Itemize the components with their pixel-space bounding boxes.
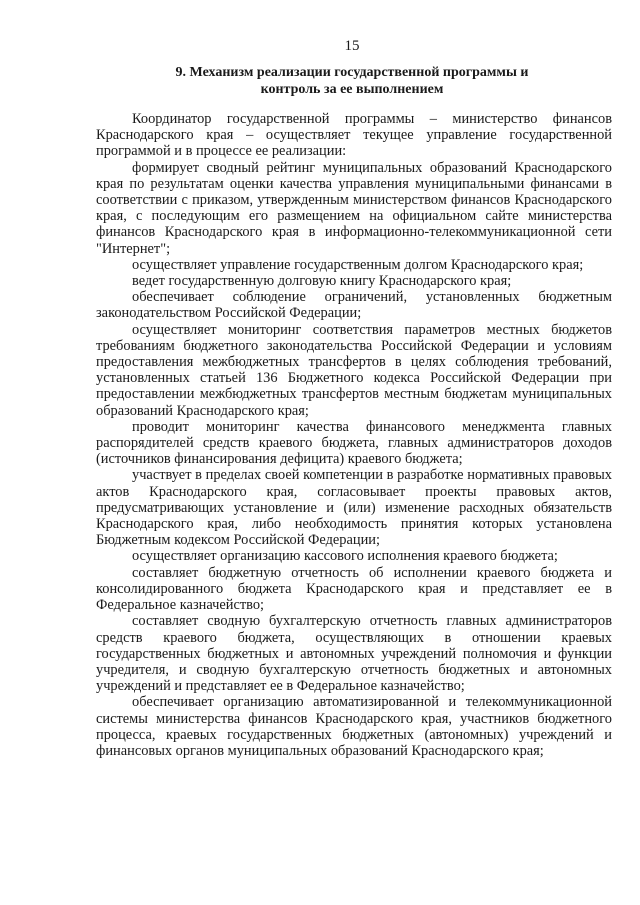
section-heading [96,64,608,98]
paragraph-debt-book: ведет государственную долговую книгу Краснодарского края; [132,273,512,290]
page-number: 15 [344,38,360,54]
paragraph-financial-management-monitoring: проводит мониторинг качества финансового менеджмента главных распорядителей средств краевого бюджета, главных администраторов доходов (источников финансирования дефицита) краевого бюджета; [96,418,612,468]
paragraph-accounting-reporting: составляет сводную бухгалтерскую отчетность главных администраторов средств краевого бюджета, осуществляющих в отношении краевых государственных бюджетных и автономных учреждений полномочия и функции учредителя, и сводную бухгалтерскую отчетность бюджетных и автономных учреждений и представляет ее в Федеральное казначейство; [96,613,612,695]
paragraph-budget-reporting: составляет бюджетную отчетность об исполнении краевого бюджета и консолидированного бюджета Краснодарского края и представляет ее в Федеральное казначейство; [96,564,612,614]
paragraph-debt-management: осуществляет управление государственным долгом Краснодарского края; [132,256,584,273]
paragraph-rating: формирует сводный рейтинг муниципальных образований Краснодарского края по результатам оценки качества управления муниципальными финансами в соответствии с приказом, утвержденным министерством финансов Краснодарского края, с последующим его размещением на официальном сайте министерства финансов Краснодарского края в информационно-телекоммуникационной сети "Интернет"; [96,159,612,257]
section-heading-line-2: контроль за ее выполнением [260,82,444,97]
section-body [96,111,612,759]
paragraph-automated-system: обеспечивает организацию автоматизированной и телекоммуникационной системы министерства финансов Краснодарского края, участников бюджетного процесса, краевых государственных бюджетных (автономных) учреждений и финансовых органов муниципальных образований Краснодарского края; [96,694,612,759]
paragraph-legal-acts: участвует в пределах своей компетенции в разработке нормативных правовых актов Краснодарского края, согласовывает проекты правовых актов, предусматривающих установление и (или) изменение расходных обязательств Краснодарского края, либо необходимость принятия которых установлена Бюджетным кодексом Российской Федерации; [96,467,612,549]
paragraph-restrictions: обеспечивает соблюдение ограничений, установленных бюджетным законодательством Российской Федерации; [96,289,612,322]
section-heading-line-1: 9. Механизм реализации государственной программы и [175,65,529,80]
paragraph-local-budget-monitoring: осуществляет мониторинг соответствия параметров местных бюджетов требованиям бюджетного законодательства Российской Федерации и условиям предоставления межбюджетных трансфертов в целях соблюдения требований, установленных статьей 136 Бюджетного кодекса Российской Федерации при предоставлении межбюджетных трансфертов местным бюджетам муниципальных образований Краснодарского края; [96,321,612,419]
paragraph-coordinator-intro: Координатор государственной программы – министерство финансов Краснодарского края – осуществляет текущее управление государственной программой и в процессе ее реализации: [96,111,612,160]
paragraph-cash-execution: осуществляет организацию кассового исполнения краевого бюджета; [132,548,558,565]
